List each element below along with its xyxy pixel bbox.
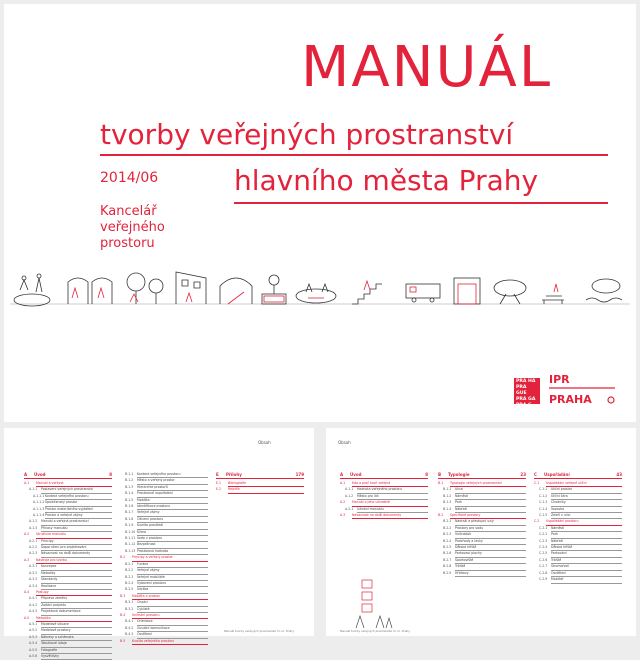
toc-entry-title: Uspořádání veřejné uliční (546, 481, 622, 487)
toc-entry-title: Identifikace prostoru (137, 504, 208, 510)
toc-entry-title: Principy (41, 539, 112, 545)
toc-entry-title: Voda v prostoru (137, 536, 208, 542)
toc-entry-title: Město a veřejný prostor (137, 478, 208, 484)
office-line-3: prostoru (100, 236, 155, 251)
praha-logo-line-3: PRA GA (516, 397, 536, 402)
toc-entry-number: B.1.6 (125, 504, 134, 509)
toc-entry-number: B.1.8 (125, 516, 134, 521)
toc-entry-number: A.3 (24, 557, 30, 562)
toc-entry-title: Prostorová hodnota (137, 549, 208, 555)
toc-entry-title: Tabulkové údaje (41, 641, 112, 647)
toc-entry-number: A.1 (340, 481, 346, 485)
toc-entry-title: Prostor a veřejné zájmy (45, 513, 112, 519)
toc-entry-title: Tržiště (551, 558, 622, 564)
toc-entry-number: B.2.7 (443, 557, 452, 562)
sketch-plaza (296, 284, 336, 303)
sketch-tunnel (220, 278, 252, 304)
toc-entry-number: B.3.2 (125, 606, 134, 611)
toc-entry-number: A.5.5 (29, 647, 38, 652)
page-footer: Manuál tvorby veřejných prostranství hl. m. Prahy (340, 629, 410, 633)
page-label: Obsah (258, 440, 271, 445)
toc-entry-title: Chodci (137, 600, 208, 606)
toc-section-title: Uspořádání (544, 472, 570, 477)
toc-entry-title: Chodníky (551, 500, 622, 506)
toc-section-title: Typologie (448, 472, 470, 477)
toc-entry-title: Uliční prostor (551, 487, 622, 493)
office-line-1: Kancelář (100, 204, 157, 219)
toc-entry-number: A.2.3 (29, 551, 38, 556)
toc-entry-title: Specifické prostory (450, 513, 526, 519)
page-footer: Manuál tvorby veřejných prostranství hl. m. Prahy (224, 629, 294, 633)
toc-entry-title: Dětská hřiště (551, 545, 622, 551)
toc-entry-number: B.2.1 (125, 561, 134, 566)
toc-entry-title: Funkce (137, 562, 208, 568)
toc-entry-number: B.1.4 (125, 491, 134, 496)
toc-entry-number: B.1.2 (125, 478, 134, 483)
toc-entry-number: A.5.4 (29, 641, 38, 646)
toc-entry-title: Uliční čára (551, 494, 622, 500)
toc-column (120, 472, 208, 645)
toc-entry-number: A.1.2 (29, 519, 38, 524)
sketch-sign (262, 275, 286, 304)
toc-page-left (4, 428, 314, 658)
toc-entry-number: A.1.1.1 (33, 493, 45, 498)
toc-section-title: Přílohy (226, 472, 242, 477)
toc-entry-number: B.2.2 (443, 525, 452, 530)
toc-section-title: Úvod (34, 472, 46, 477)
toc-entry-title: Doporučení pro projektování (41, 545, 112, 551)
toc-entry-number: A.1.1 (345, 487, 354, 492)
toc-entry-title: Přínosy manuálu (41, 526, 112, 532)
toc-entry-number: C.1 (534, 481, 540, 485)
toc-entry-number: A.1.2 (345, 493, 354, 498)
toc-entry-title: Prostorové uspořádání (137, 491, 208, 497)
praha-logo-text: PRAHA (549, 393, 592, 406)
toc-section-number: A (24, 472, 28, 477)
toc-entry-number: A.5.1 (29, 621, 38, 626)
praha-logo-line-2: PRA GUE (516, 385, 527, 396)
toc-entry-title: Park (551, 532, 622, 538)
toc-section-page: 23 (520, 472, 526, 477)
toc-entry-number: A.1.1.4 (33, 513, 45, 518)
toc-entry-title: Struktura manuálu (36, 532, 112, 538)
toc-entry-title: Podchody a lávky (455, 539, 526, 545)
toc-entry-number: B.2 (120, 555, 126, 560)
cover-date: 2014/06 (100, 170, 159, 186)
toc-entry-title: Vysvětlivky (41, 654, 112, 660)
stacked-figures-sketch (350, 576, 400, 632)
toc-entry-number: C.2.2 (539, 532, 548, 537)
toc-entry-title: Manuál a jeho uživatelé (352, 500, 428, 506)
toc-entry-number: B.1.3 (125, 484, 134, 489)
toc-entry-number: C.1.3 (539, 500, 548, 505)
toc-entry-title: Metodiky (41, 571, 112, 577)
toc-entry-number: B.1.5 (125, 497, 134, 502)
praha-logo (514, 378, 540, 408)
toc-entry-number: B.1.1 (125, 472, 134, 476)
toc-entry-title: Bibliografie (228, 481, 304, 487)
toc-entry-number: C.2.3 (539, 538, 548, 543)
toc-entry-title: Tržiště (455, 564, 526, 570)
toc-entry[interactable] (120, 639, 208, 645)
toc-column (438, 472, 526, 577)
toc-entry-title: Mobilita (137, 498, 208, 504)
toc-column (340, 472, 428, 519)
toc-entry-title: Společenský prostor (45, 500, 112, 506)
toc-entry-number: B.2.3 (125, 574, 134, 579)
toc-entry-number: A.5.3 (29, 634, 38, 639)
toc-entry-title: Údržba (137, 587, 208, 593)
toc-entry-title: Veřejné mobiliáře (137, 575, 208, 581)
toc-entry-title: Prostory pro vodu (455, 526, 526, 532)
toc-entry-title: Nákresy a schémata (41, 635, 112, 641)
toc-entry-title: Užívání manuálu (357, 507, 428, 513)
toc-entry-title: Uspořádání prostoru (546, 519, 622, 525)
toc-entry-title: Fotografie (41, 648, 112, 654)
toc-entry-number: B.1.1 (443, 487, 452, 492)
toc-entry-title: Mobiliář (551, 577, 622, 583)
toc-entry-number: A.3.3 (29, 577, 38, 582)
toc-entry-number: C.2.1 (539, 525, 548, 530)
toc-entry-title: Manuál a veřejná (36, 481, 112, 487)
toc-entry-title: Návaznost na další dokumenty (352, 513, 428, 519)
toc-entry-title: Vybavení prostoru (137, 581, 208, 587)
toc-entry-number: A.2.1 (29, 538, 38, 543)
toc-entry-number: A.3 (340, 513, 346, 518)
toc-entry-number: A.1.1.3 (33, 506, 45, 511)
office-line-2: veřejného (100, 220, 165, 235)
praha-logo-line-4: PRA G... (516, 403, 538, 408)
toc-entry-title: Postupy (36, 590, 112, 596)
toc-section-heading (438, 472, 526, 479)
toc-entry-number: A.1.1 (29, 487, 38, 492)
toc-entry-title: Nábřeží (551, 539, 622, 545)
toc-entry-number: A.5 (24, 615, 30, 620)
toc-entry-title: Kontext veřejného prostoru (45, 494, 112, 500)
toc-entry[interactable] (216, 487, 304, 493)
toc-entry-title: Vizuální komunikace (137, 626, 208, 632)
toc-entry-title: Modelové situace (41, 622, 112, 628)
toc-entry-number: B.1.12 (125, 542, 136, 547)
toc-entry-number: E.2 (216, 487, 222, 492)
toc-section-page: 179 (295, 472, 304, 477)
toc-section-page: 43 (616, 472, 622, 477)
office-name (100, 204, 165, 252)
toc-entry-number: B.2.4 (443, 538, 452, 543)
toc-entry-number: A.4.3 (29, 609, 38, 614)
toc-entry-title: Zeleň v ulici (551, 513, 622, 519)
toc-entry-title: Koncepce (41, 564, 112, 570)
toc-entry-title: Kontext veřejného prostoru (137, 472, 208, 478)
toc-entry-number: A.2.1 (345, 506, 354, 511)
toc-entry-title: Kvalita prostředí (137, 523, 208, 529)
toc-entry-title: Projektová dokumentace (41, 609, 112, 615)
toc-entry-number: B.1.7 (125, 510, 134, 515)
sketch-gate (454, 278, 480, 304)
toc-entry-title: Návaznost na další dokumenty (41, 551, 112, 557)
toc-entry-number: A.1.1.2 (33, 500, 45, 505)
toc-entry-title: Nástroje pro tvorbu (36, 558, 112, 564)
toc-entry-number: B.1.4 (443, 506, 452, 511)
toc-entry-title: Metodika (36, 616, 112, 622)
toc-entry-title: Orientace (137, 619, 208, 625)
toc-entry-title: Realizace (41, 584, 112, 590)
sketch-illustrations (6, 262, 634, 322)
ipr-logo-text: IPR (549, 373, 570, 386)
toc-entry-number: A.4.1 (29, 596, 38, 601)
toc-entry-title: Osvětlení (551, 571, 622, 577)
toc-entry-number: C.2.8 (539, 570, 548, 575)
toc-entry-number: C.2.6 (539, 557, 548, 562)
cover-subtitle-line1: tvorby veřejných prostranství (100, 118, 514, 151)
sketch-building (176, 272, 206, 304)
toc-entry-number: A.5.2 (29, 628, 38, 633)
toc-entry-title: Park (455, 500, 526, 506)
toc-entry-title: Hodnota veřejného prostoru (357, 487, 428, 493)
toc-section-title: Úvod (350, 472, 362, 477)
toc-section-number: C (534, 472, 537, 477)
toc-entry-number: B.2.9 (443, 570, 452, 575)
toc-entry-number: A.3.2 (29, 570, 38, 575)
toc-entry-number: B.1.2 (443, 493, 452, 498)
sketch-tram (406, 284, 440, 302)
toc-entry-title: Osvětlení (137, 632, 208, 638)
toc-entry-title: Manuál a veřejná prostranství (41, 519, 112, 525)
toc-entry-number: A.4.2 (29, 602, 38, 607)
toc-entry-title: Vnímání prostoru (132, 613, 208, 619)
toc-entry-number: B.2.1 (443, 519, 452, 524)
sketch-stairs (352, 281, 382, 304)
cover-page (4, 4, 636, 422)
toc-entry-number: B.2.5 (125, 587, 134, 592)
toc-section-heading (534, 472, 622, 479)
toc-entry-number: B.3 (120, 593, 126, 598)
toc-entry-number: B.1.13 (125, 548, 136, 553)
toc-entry-number: C.1.5 (539, 513, 548, 518)
toc-entry-title: Kvalita veřejného prostoru (132, 639, 208, 645)
toc-entry-title: Ulice (455, 487, 526, 493)
toc-entry-title: Hierarchie prostorů (137, 485, 208, 491)
toc-entry-title: Standardy (41, 577, 112, 583)
praha-logo-line-1: PRA HA (516, 379, 536, 384)
toc-entry-title: Oživení prostoru (137, 517, 208, 523)
toc-entry-title: Typologie veřejných prostranství (450, 481, 526, 487)
toc-entry-number: E.1 (216, 481, 222, 485)
toc-entry-title: Parkování (551, 551, 622, 557)
toc-page-right (326, 428, 636, 636)
toc-column (24, 472, 112, 660)
toc-entry-title: Vnitroblok (455, 532, 526, 538)
toc-entry-title: Nádraží a přestupní uzly (455, 519, 526, 525)
toc-entry-number: C.2.4 (539, 545, 548, 550)
toc-entry-title: Postavení veřejných prostranství (41, 487, 112, 493)
toc-column (216, 472, 304, 494)
toc-entry-title: Dětská hřiště (455, 545, 526, 551)
title-underline-1 (100, 154, 608, 156)
toc-entry-number: A.2.2 (29, 545, 38, 550)
title-underline-2 (234, 202, 608, 204)
toc-entry-title: Prostor materiálního vyjádření (45, 507, 112, 513)
toc-entry-title: Mobilita a prostor (132, 594, 208, 600)
toc-entry-title: Hřbitovy (455, 571, 526, 577)
toc-section-number: A (340, 472, 344, 477)
toc-entry-title: Parkovací plochy (455, 551, 526, 557)
toc-section-page: 8 (109, 472, 112, 477)
toc-entry[interactable] (24, 654, 112, 660)
toc-entry-number: B.2.5 (443, 545, 452, 550)
page-label: Obsah (338, 440, 351, 445)
toc-entry-number: B.2.2 (125, 568, 134, 573)
toc-entry-number: B.2.6 (443, 551, 452, 556)
toc-entry-number: A.2 (340, 500, 346, 505)
toc-entry-number: A.3.4 (29, 583, 38, 588)
sketch-water (586, 279, 622, 302)
toc-entry[interactable] (534, 577, 622, 583)
toc-entry-title: Náměstí (455, 494, 526, 500)
toc-entry-number: B.1.10 (125, 529, 136, 534)
toc-entry-title: Cyklisté (137, 607, 208, 613)
toc-entry-number: A.1.3 (29, 525, 38, 530)
toc-entry-title: Modelové prostory (41, 628, 112, 634)
sketch-bench (542, 284, 564, 304)
toc-entry[interactable] (438, 571, 526, 577)
toc-entry-number: C.2.7 (539, 564, 548, 569)
toc-entry-title: Principy a veřejný prostor (132, 555, 208, 561)
toc-entry[interactable] (340, 513, 428, 519)
toc-entry-number: B.1 (438, 481, 444, 485)
toc-entry-number: A.3.1 (29, 564, 38, 569)
toc-entry-number: B.4.2 (125, 625, 134, 630)
toc-section-heading (216, 472, 304, 479)
toc-entry-title: Veřejné zájmy (137, 510, 208, 516)
toc-entry-number: A.5.6 (29, 653, 38, 658)
toc-entry-number: C.1.2 (539, 493, 548, 498)
toc-entry-number: A.1 (24, 481, 30, 485)
toc-entry-number: C.1.1 (539, 487, 548, 492)
toc-entry-title: Zadání projektu (41, 603, 112, 609)
toc-entry-title: Vozovka (551, 507, 622, 513)
toc-entry-number: B.2.3 (443, 532, 452, 537)
sketch-canopy (494, 280, 526, 304)
toc-section-heading (24, 472, 112, 479)
toc-entry-number: C.2.5 (539, 551, 548, 556)
toc-entry-number: C.2 (534, 519, 540, 524)
toc-entry-title: Nábřeží (455, 507, 526, 513)
toc-entry-number: B.1.11 (125, 536, 136, 541)
toc-entry-number: A.4 (24, 589, 30, 594)
ipr-logo (549, 374, 619, 408)
toc-entry-number: B.1.3 (443, 500, 452, 505)
toc-entry-title: Bezpečnost (137, 542, 208, 548)
toc-entry-title: Sportoviště (455, 558, 526, 564)
toc-entry-title: Veřejné zájmy (137, 568, 208, 574)
toc-entry-title: Kdo a proč tvoří veřejná (352, 481, 428, 487)
toc-entry-title: Klima (137, 530, 208, 536)
toc-entry-title: Stromořadí (551, 564, 622, 570)
toc-entry-title: Náměstí (551, 526, 622, 532)
sketch-crowd (14, 274, 50, 306)
toc-entry-title: Rejstřík (228, 487, 304, 493)
toc-section-number: E (216, 472, 219, 477)
toc-entry-number: B.4.3 (125, 632, 134, 637)
toc-entry-number: B.4 (120, 612, 126, 617)
toc-entry-number: B.4.1 (125, 619, 134, 624)
toc-entry-title: Město pro lidi (357, 494, 428, 500)
toc-entry-number: B.2.4 (125, 580, 134, 585)
toc-section-number: B (438, 472, 442, 477)
toc-entry-number: C.2.9 (539, 577, 548, 582)
cover-subtitle-line2: hlavního města Prahy (234, 164, 539, 197)
toc-entry-number: B.3.1 (125, 600, 134, 605)
cover-title: MANUÁL (301, 35, 553, 100)
sketch-trees (127, 273, 163, 304)
toc-entry-number: A.2 (24, 532, 30, 537)
toc-entry-title: Příprava záměru (41, 596, 112, 602)
toc-section-page: 8 (425, 472, 428, 477)
toc-section-heading (340, 472, 428, 479)
toc-entry-number: B.1.9 (125, 523, 134, 528)
toc-column (534, 472, 622, 584)
toc-entry-number: B.2 (438, 513, 444, 518)
toc-entry-number: C.1.4 (539, 506, 548, 511)
sketch-arcade (68, 278, 112, 304)
toc-entry-number: B.2.8 (443, 564, 452, 569)
toc-entry-number: B.5 (120, 638, 126, 643)
